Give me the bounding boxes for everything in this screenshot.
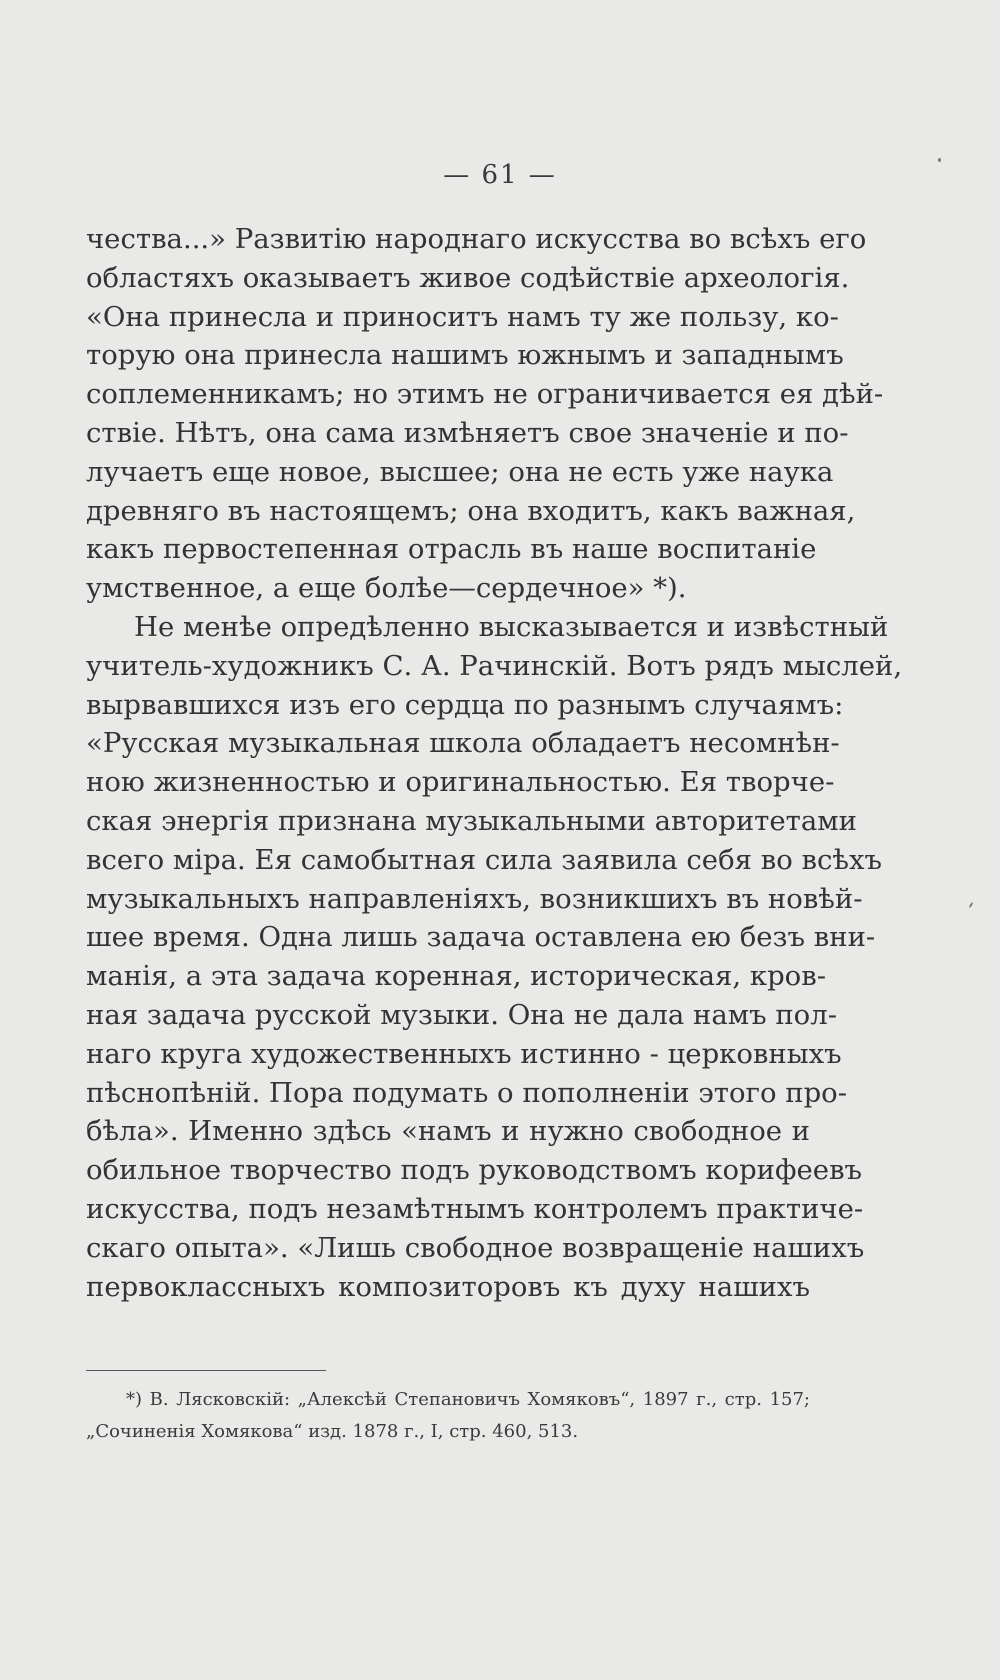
text-line: лучаетъ еще новое, высшее; она не есть уже наука xyxy=(86,455,834,488)
text-line: первоклассныхъ композиторовъ къ духу нашихъ xyxy=(86,1270,810,1303)
text-line: музыкальныхъ направленіяхъ, возникшихъ въ новѣй- xyxy=(86,882,863,915)
text-line: торую она принесла нашимъ южнымъ и западнымъ xyxy=(86,339,844,372)
text-line: учитель-художникъ С. А. Рачинскій. Вотъ рядъ мыслей, xyxy=(86,649,903,682)
text-line: искусства, подъ незамѣтнымъ контролемъ практиче- xyxy=(86,1192,864,1225)
text-line: соплеменникамъ; но этимъ не ограничивается ея дѣй- xyxy=(86,378,884,411)
page-number: — 61 — xyxy=(443,160,557,190)
paper-speck xyxy=(938,158,941,162)
text-line: бѣла». Именно здѣсь «намъ и нужно свободное и xyxy=(86,1115,810,1148)
text-line: ствіе. Нѣтъ, она сама измѣняетъ свое значеніе и по- xyxy=(86,416,849,449)
text-line: ная задача русской музыки. Она не дала намъ пол- xyxy=(86,998,837,1031)
body-text xyxy=(86,220,903,1306)
text-line: чества...» Развитію народнаго искусства во всѣхъ его xyxy=(86,223,867,255)
text-line: «Русская музыкальная школа обладаетъ несомнѣн- xyxy=(86,727,840,760)
text-line: скаго опыта». «Лишь свободное возвращеніе нашихъ xyxy=(86,1231,865,1264)
text-line: ною жизненностью и оригинальностью. Ея творче- xyxy=(86,766,835,799)
text-line: манія, а эта задача коренная, историческая, кров- xyxy=(86,960,827,993)
text-line: ская энергія признана музыкальными авторитетами xyxy=(86,804,857,837)
text-line: «Она принесла и приноситъ намъ ту же пользу, ко- xyxy=(86,300,839,333)
text-line: умственное, а еще болѣе—сердечное» *). xyxy=(86,572,687,605)
text-line: областяхъ оказываетъ живое содѣйствіе археологія. xyxy=(86,261,850,294)
paper-speck xyxy=(969,902,974,908)
text-line: пѣснопѣній. Пора подумать о пополненіи этого про- xyxy=(86,1076,848,1109)
footnote xyxy=(86,1384,810,1448)
footnote-divider xyxy=(86,1370,326,1371)
footnote-line: *) В. Лясковскій: „Алексѣй Степановичъ Хомяковъ“, 1897 г., стр. 157; xyxy=(126,1389,810,1410)
text-line: всего міра. Ея самобытная сила заявила себя во всѣхъ xyxy=(86,843,882,876)
text-line: какъ первостепенная отрасль въ наше воспитаніе xyxy=(86,533,817,566)
text-line: наго круга художественныхъ истинно - церковныхъ xyxy=(86,1037,842,1070)
text-line: Не менѣе опредѣленно высказывается и извѣстный xyxy=(134,610,889,643)
text-line: обильное творчество подъ руководствомъ корифеевъ xyxy=(86,1154,863,1187)
text-line: шее время. Одна лишь задача оставлена ею безъ вни- xyxy=(86,921,876,954)
text-line: древняго въ настоящемъ; она входитъ, какъ важная, xyxy=(86,494,856,527)
text-line: вырвавшихся изъ его сердца по разнымъ случаямъ: xyxy=(86,688,844,721)
footnote-line: „Сочиненія Хомякова“ изд. 1878 г., I, стр. 460, 513. xyxy=(86,1421,579,1442)
